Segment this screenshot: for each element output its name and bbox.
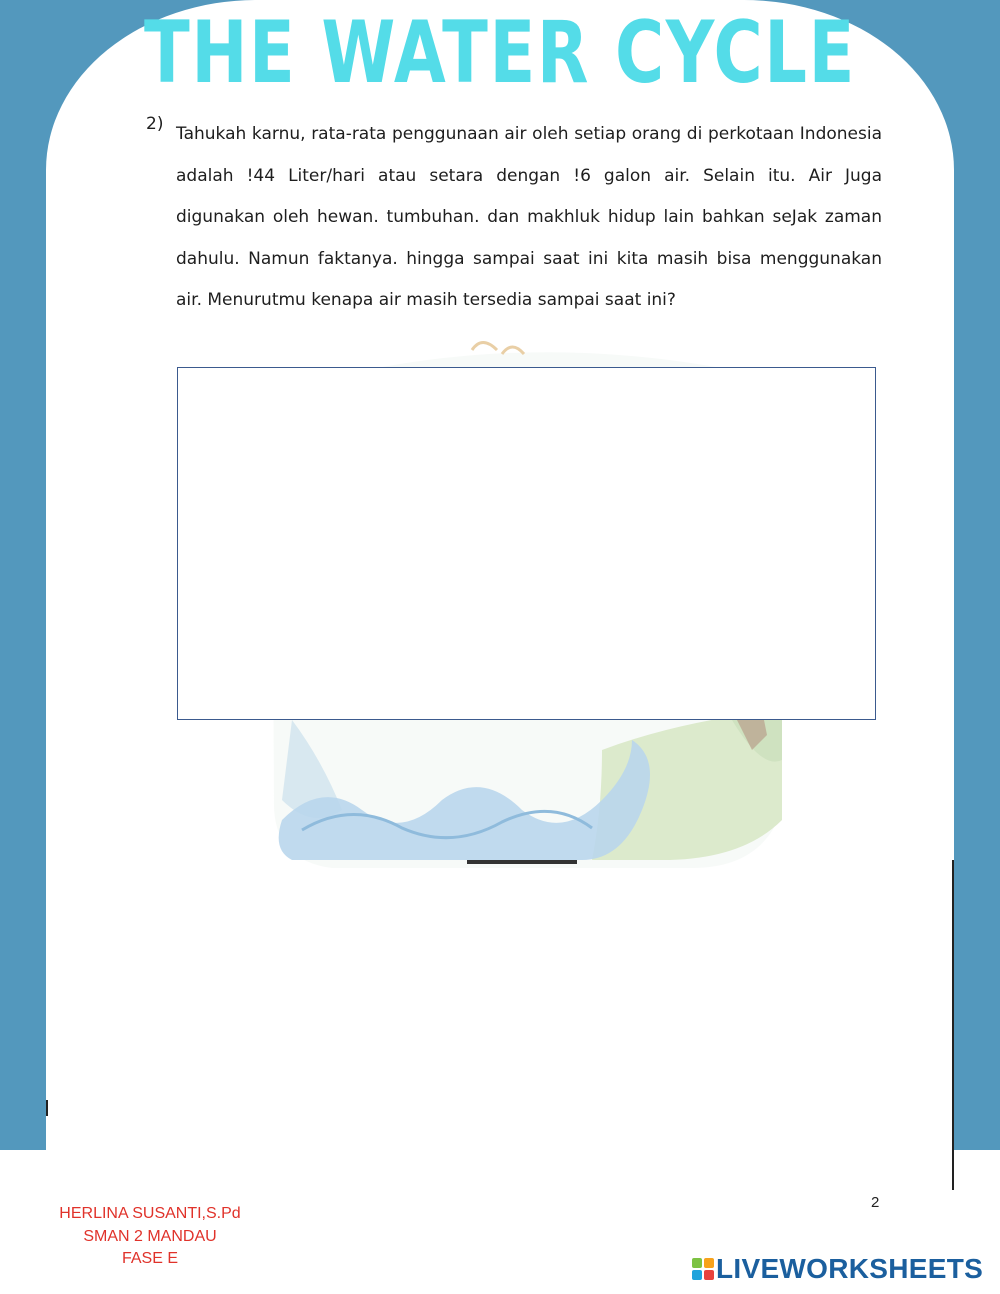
- author-credit: [40, 1203, 260, 1271]
- liveworksheets-logo-icon: [692, 1258, 714, 1280]
- answer-input[interactable]: [178, 368, 875, 719]
- brand-name: LIVEWORKSHEETS: [716, 1253, 984, 1284]
- author-phase: FASE E: [121, 1250, 179, 1267]
- question-text: Tahukah karnu, rata-rata penggunaan air oleh setiap orang di perkotaan Indonesia adalah !44 Liter/hari atau setara dengan !6 galon air. Selain itu. Air Juga digunakan oleh hewan. tumbuhan. dan makhluk hidup lain bahkan seJak zaman dahulu. Namun faktanya. hingga sampai saat ini kita masih bisa menggunakan air. Menurutmu kenapa air masih tersedia sampai saat ini?: [176, 124, 882, 310]
- right-edge-mark: [952, 860, 954, 1190]
- author-school: SMAN 2 MANDAU: [83, 1227, 217, 1245]
- author-name: HERLINA SUSANTI,S.Pd: [59, 1205, 241, 1222]
- answer-box[interactable]: [177, 367, 876, 720]
- left-edge-mark: [46, 1100, 48, 1116]
- page-number: 2: [871, 1194, 880, 1211]
- question-number: 2): [146, 114, 164, 134]
- liveworksheets-brand[interactable]: [692, 1254, 983, 1284]
- page-title: THE WATER CYCLE: [144, 3, 856, 103]
